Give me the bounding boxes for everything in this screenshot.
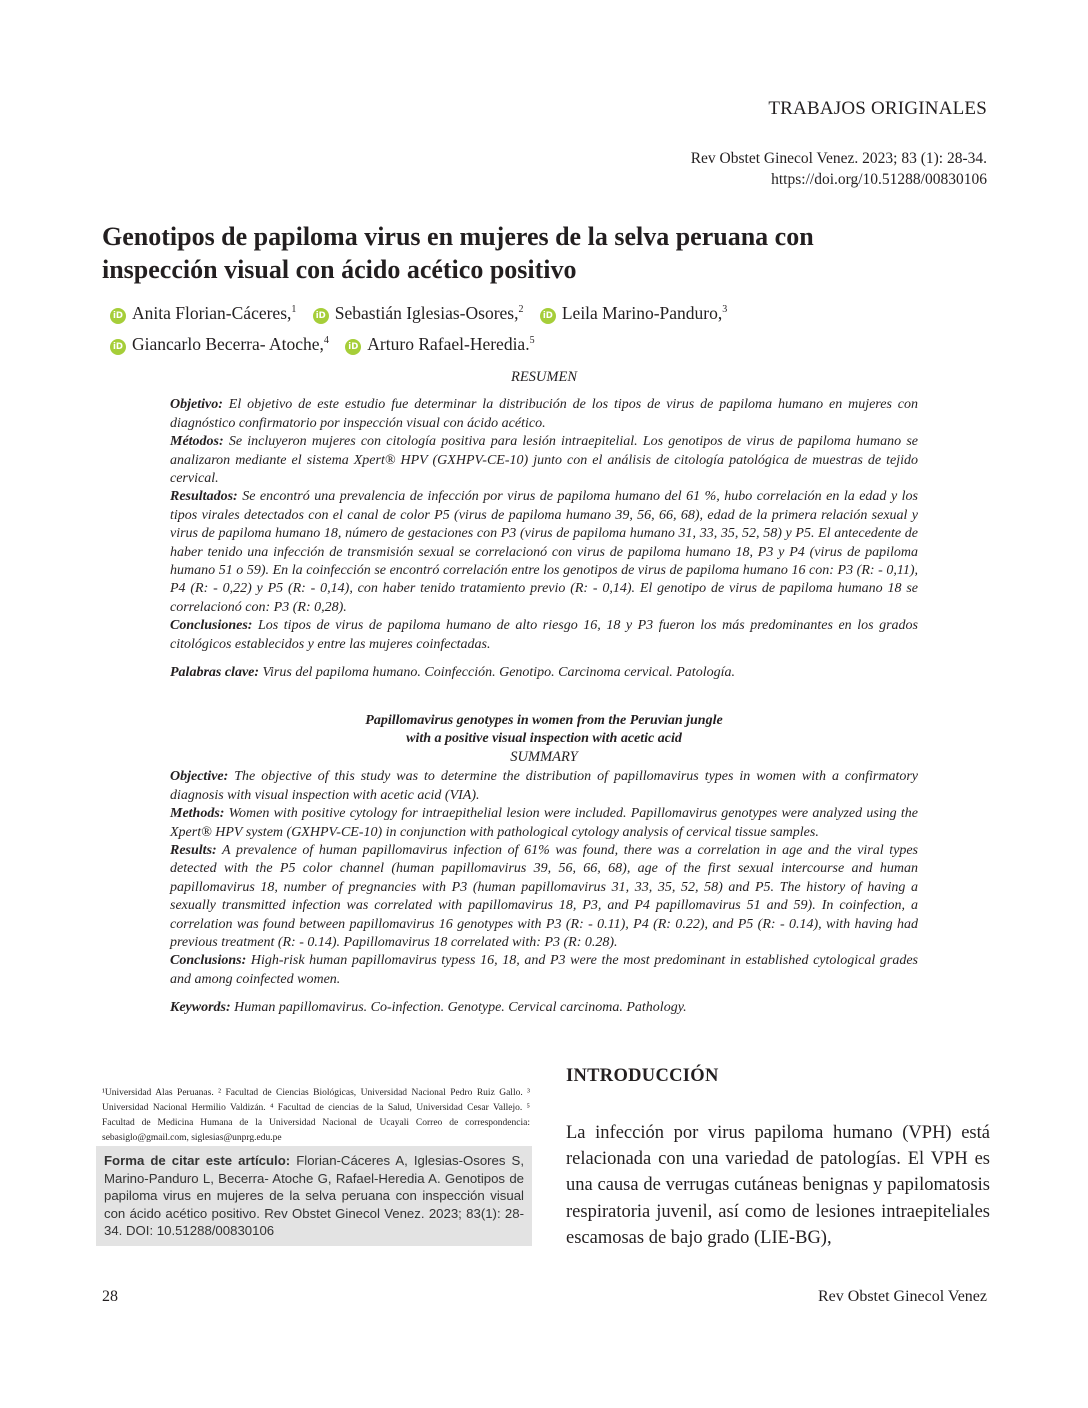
how-to-cite-box: [96, 1146, 532, 1246]
conclusions-text: High-risk human papillomavirus typess 16, 18, and P3 were the most predominant in established cytological grades and among coinfected women.: [170, 953, 918, 987]
affiliations-footnote: ¹Universidad Alas Peruanas. ² Facultad de Ciencias Biológicas, Universidad Nacional Pedro Ruiz Gallo. ³ Universidad Nacional Hermilio Valdizán. ⁴ Facultad de ciencias de la Salud, Universidad Cesar Vallejo. ⁵ Facultad de Medicina Humana de la Universidad Nacional de Ucayali Correo de correspondencia: sebasiglo@gmail.com, siglesias@unprg.edu.pe: [102, 1088, 530, 1143]
title-line-1: Genotipos de papiloma virus en mujeres de la selva peruana con: [102, 222, 814, 251]
methods-label: Methods:: [170, 806, 225, 822]
english-title-line-2: with a positive visual inspection with acetic acid: [406, 731, 682, 746]
palabras-text: Virus del papiloma humano. Coinfección. Genotipo. Carcinoma cervical. Patología.: [262, 665, 735, 681]
orcid-icon[interactable]: iD: [540, 308, 556, 324]
affiliation-mark: 2: [518, 304, 524, 315]
resumen-heading: RESUMEN: [510, 369, 578, 385]
summary-heading: SUMMARY: [510, 749, 578, 765]
orcid-icon[interactable]: iD: [313, 308, 329, 324]
journal-citation: [691, 148, 987, 190]
results-label: Results:: [170, 843, 217, 859]
introduction-heading: INTRODUCCIÓN: [566, 1066, 719, 1086]
author-name: Sebastián Iglesias-Osores,: [334, 302, 519, 323]
resultados-label: Resultados:: [170, 489, 238, 505]
orcid-icon[interactable]: iD: [345, 339, 361, 355]
summary-keywords: [170, 999, 918, 1017]
article-title: [102, 220, 962, 286]
keywords-text: Human papillomavirus. Co-infection. Genotype. Cervical carcinoma. Pathology.: [234, 1000, 687, 1016]
author-name: Arturo Rafael-Heredia.: [367, 333, 530, 354]
resumen-objetivo: [170, 396, 918, 433]
orcid-icon[interactable]: iD: [110, 339, 126, 355]
summary-conclusions: [170, 952, 918, 989]
affiliation-mark: 1: [291, 304, 297, 315]
objetivo-label: Objetivo:: [170, 397, 223, 413]
author-name: Giancarlo Becerra- Atoche,: [132, 333, 324, 354]
author-name: Anita Florian-Cáceres,: [132, 302, 292, 323]
resultados-text: Se encontró una prevalencia de infección por virus de papiloma humano del 61 %, hubo correlación en la edad y los tipos virales detectados con el canal de color P5 (virus de papiloma humano 39, 56, 66, 68), edad de la primera relación sexual y virus de papiloma humano 18, número de gestaciones con P3 (virus de papiloma humano 31, 33, 35, 52, 58) y P5. El antecedente de haber tenido una infección de transmisión sexual se correlacionó con virus de papiloma humano 18, P3 y P4 (virus de papiloma humano 51 o 59). En la coinfección se encontró correlación entre los genotipos de virus de papiloma humano 16 con: P3 (R: - 0,11), P4 (R: - 0,22) y P5 (R: - 0,14), con haber tenido tratamiento previo (R: - 0,14). El genotipo de virus de papiloma humano 18 se correlacionó con: P3 (R: 0,28).: [170, 489, 918, 615]
resumen-resultados: [170, 488, 918, 617]
conclusions-label: Conclusions:: [170, 953, 247, 969]
summary-objective: [170, 768, 918, 805]
author: [110, 296, 296, 327]
summary-block: [170, 712, 918, 1018]
title-line-2: inspección visual con ácido acético positivo: [102, 255, 577, 284]
introduction-paragraph: La infección por virus papiloma humano (VPH) está relacionada con una variedad de patologías. El VPH es una causa de verrugas cutáneas benignas y papilomatosis respiratoria juvenil, así como de lesiones intraepiteliales escamosas de bajo grado (LIE-BG),: [566, 1123, 990, 1248]
palabras-label: Palabras clave:: [170, 665, 260, 681]
footer-journal-name: Rev Obstet Ginecol Venez: [818, 1288, 987, 1305]
objective-text: The objective of this study was to determine the distribution of papillomavirus types in women with a confirmatory diagnosis with visual inspection with acetic acid (VIA).: [170, 769, 919, 803]
doi-link[interactable]: https://doi.org/10.51288/00830106: [771, 171, 987, 188]
affiliation-mark: 3: [722, 304, 728, 315]
section-label: TRABAJOS ORIGINALES: [768, 98, 987, 119]
resumen-conclusiones: [170, 617, 918, 654]
author-row-2: [110, 327, 970, 358]
author-list: [110, 296, 970, 358]
author-row-1: [110, 296, 970, 327]
metodos-label: Métodos:: [170, 434, 224, 450]
methods-text: Women with positive cytology for intraepithelial lesion were included. Papillomavirus genotypes were analyzed using the Xpert® HPV system (GXHPV-CE-10) in conjunction with pathological cytology analysis of cervical tissue samples.: [170, 806, 919, 840]
affiliation-mark: 5: [529, 334, 535, 346]
page-number: 28: [102, 1288, 118, 1305]
author: [540, 296, 727, 327]
orcid-icon[interactable]: iD: [110, 308, 126, 324]
keywords-label: Keywords:: [170, 1000, 231, 1016]
author: [110, 327, 329, 358]
objective-label: Objective:: [170, 769, 229, 785]
author-name: Leila Marino-Panduro,: [561, 302, 723, 323]
cite-label: Forma de citar este artículo:: [104, 1153, 291, 1168]
summary-methods: [170, 805, 918, 842]
resumen-block: [170, 368, 918, 683]
objetivo-text: El objetivo de este estudio fue determinar la distribución de los tipos de virus de papiloma humano en mujeres con diagnóstico confirmatorio por inspección visual con ácido acético.: [170, 397, 919, 431]
author: [313, 296, 524, 327]
author: [345, 327, 534, 358]
affiliation-mark: 4: [323, 334, 329, 346]
cite-text: Florian-Cáceres A, Iglesias-Osores S, Marino-Panduro L, Becerra- Atoche G, Rafael-Heredia A. Genotipos de papiloma virus en mujeres de la selva peruana con inspección visual con ácido acético positivo. Rev Obstet Ginecol Venez. 2023; 83(1): 28-34. DOI: 10.51288/00830106: [104, 1153, 524, 1239]
conclusiones-label: Conclusiones:: [170, 618, 253, 634]
resumen-palabras-clave: [170, 664, 918, 682]
citation-line: Rev Obstet Ginecol Venez. 2023; 83 (1): 28-34.: [690, 150, 987, 167]
english-title-line-1: Papillomavirus genotypes in women from the Peruvian jungle: [365, 713, 723, 728]
metodos-text: Se incluyeron mujeres con citología positiva para lesión intraepitelial. Los genotipos de virus de papiloma humano se analizaron mediante el sistema Xpert® HPV (GXHPV-CE-10) junto con el análisis de citología patológica de muestras de tejido cervical.: [170, 434, 918, 487]
results-text: A prevalence of human papillomavirus infection of 61% was found, there was a correlation in age and the viral types detected with the P5 color channel (human papillomavirus 39, 56, 66, 68), age of the first sexual intercourse and human papillomavirus 18, number of pregnancies with P3 (human papillomavirus 31, 33, 35, 52, 58) and P5. The history of having a sexually transmitted infection was correlated with papillomavirus 18, P3, and P4 papillomavirus 51 and 59). In coinfection, a correlation was found between papillomavirus 16 genotypes with P3 (R: - 0.11), P4 (R: 0.22), and P5 (R: - 0.14), with having had previous treatment (R: - 0.14). Papillomavirus 18 correlated with: P3 (R: 0.28).: [170, 843, 919, 951]
summary-results: [170, 842, 918, 952]
conclusiones-text: Los tipos de virus de papiloma humano de alto riesgo 16, 18 y P3 fueron los más predominantes en los grados citológicos establecidos y entre las mujeres coinfectadas.: [170, 618, 918, 652]
english-title: [170, 712, 918, 748]
resumen-metodos: [170, 433, 918, 488]
